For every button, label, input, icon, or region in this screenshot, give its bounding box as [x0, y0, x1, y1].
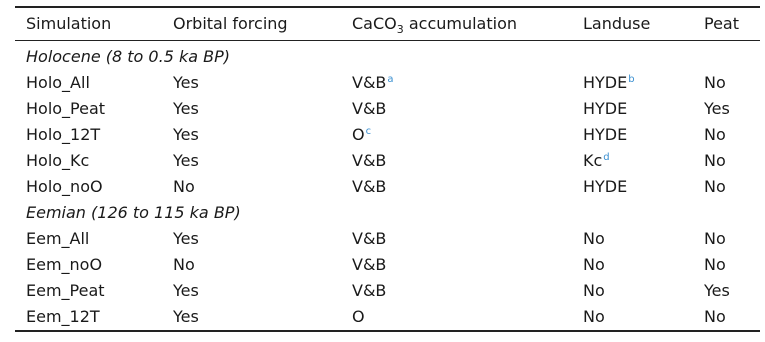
cell-caco3-accumulation [352, 148, 386, 174]
table-row [15, 252, 760, 278]
table-body [15, 44, 760, 330]
cell-simulation [26, 122, 100, 148]
cell-caco3-accumulation [352, 278, 386, 304]
cell-landuse-text: HYDE [583, 125, 628, 144]
cell-orbital-forcing-text: Yes [173, 151, 199, 170]
cell-landuse-text: HYDE [583, 177, 628, 196]
section-header-row [15, 44, 760, 70]
cell-orbital-forcing-text: No [173, 255, 195, 274]
cell-orbital-forcing-text: No [173, 177, 195, 196]
header-landuse: Landuse [583, 14, 651, 33]
table-row [15, 148, 760, 174]
cell-landuse-text: No [583, 307, 605, 326]
cell-caco3-accumulation [352, 122, 371, 148]
cell-orbital-forcing [173, 226, 199, 252]
cell-simulation [26, 226, 89, 252]
cell-peat-text: Yes [704, 281, 730, 300]
cell-landuse-text: HYDE [583, 73, 628, 92]
cell-simulation [26, 70, 90, 96]
cell-orbital-forcing-text: Yes [173, 99, 199, 118]
cell-landuse-text: No [583, 229, 605, 248]
cell-caco3-accumulation [352, 304, 365, 330]
table-row [15, 278, 760, 304]
cell-landuse [583, 174, 627, 200]
cell-simulation-text: Eem_12T [26, 307, 100, 326]
cell-orbital-forcing [173, 148, 199, 174]
table-bottom-rule [15, 330, 760, 332]
footnote-marker: c [365, 125, 372, 137]
cell-peat-text: No [704, 307, 726, 326]
cell-landuse-text: Kc [583, 151, 603, 170]
cell-caco3-accumulation-text: V&B [352, 73, 387, 92]
cell-peat [704, 174, 726, 200]
cell-landuse-text: No [583, 281, 605, 300]
cell-simulation-text: Holo_12T [26, 125, 101, 144]
header-caco3-suffix: accumulation [403, 14, 517, 33]
cell-caco3-accumulation-text: V&B [352, 281, 387, 300]
cell-peat [704, 278, 730, 304]
header-peat: Peat [704, 14, 739, 33]
section-title: Eemian (126 to 115 ka BP) [26, 203, 241, 222]
cell-landuse [583, 70, 635, 96]
cell-peat [704, 304, 726, 330]
cell-caco3-accumulation-text: V&B [352, 151, 387, 170]
cell-peat [704, 252, 726, 278]
section-header-row [15, 200, 760, 226]
cell-caco3-accumulation [352, 226, 386, 252]
cell-peat [704, 122, 726, 148]
cell-simulation-text: Holo_All [26, 73, 90, 92]
cell-simulation-text: Eem_noO [26, 255, 103, 274]
cell-simulation-text: Eem_All [26, 229, 90, 248]
cell-caco3-accumulation-text: V&B [352, 255, 387, 274]
header-caco3-subscript: 3 [396, 23, 404, 37]
footnote-marker: b [628, 73, 635, 85]
cell-caco3-accumulation [352, 70, 394, 96]
cell-landuse [583, 122, 627, 148]
header-simulation: Simulation [26, 14, 112, 33]
cell-orbital-forcing-text: Yes [173, 229, 199, 248]
table-header-row [15, 8, 760, 40]
cell-simulation-text: Holo_noO [26, 177, 103, 196]
cell-caco3-accumulation [352, 252, 386, 278]
cell-caco3-accumulation [352, 96, 386, 122]
cell-peat-text: No [704, 73, 726, 92]
cell-peat [704, 226, 726, 252]
cell-orbital-forcing [173, 278, 199, 304]
header-caco3-prefix: CaCO [352, 14, 397, 33]
footnote-marker: a [387, 73, 394, 85]
cell-landuse [583, 252, 605, 278]
cell-landuse [583, 304, 605, 330]
cell-peat [704, 70, 726, 96]
cell-peat [704, 96, 730, 122]
cell-peat-text: No [704, 177, 726, 196]
cell-caco3-accumulation-text: V&B [352, 229, 387, 248]
footnote-marker: d [603, 151, 610, 163]
cell-simulation-text: Eem_Peat [26, 281, 105, 300]
cell-peat-text: No [704, 255, 726, 274]
cell-caco3-accumulation-text: O [352, 307, 365, 326]
cell-landuse [583, 278, 605, 304]
cell-landuse [583, 96, 627, 122]
cell-peat-text: No [704, 125, 726, 144]
table-row [15, 96, 760, 122]
cell-simulation [26, 278, 105, 304]
table-row [15, 70, 760, 96]
cell-orbital-forcing [173, 174, 195, 200]
cell-simulation [26, 252, 102, 278]
table-row [15, 226, 760, 252]
header-orbital-forcing: Orbital forcing [173, 14, 288, 33]
cell-caco3-accumulation-text: V&B [352, 177, 387, 196]
cell-orbital-forcing [173, 252, 195, 278]
cell-peat-text: No [704, 229, 726, 248]
cell-orbital-forcing-text: Yes [173, 73, 199, 92]
cell-caco3-accumulation-text: V&B [352, 99, 387, 118]
table-row [15, 122, 760, 148]
simulation-table [15, 3, 760, 332]
cell-orbital-forcing [173, 96, 199, 122]
cell-orbital-forcing [173, 304, 199, 330]
cell-orbital-forcing [173, 70, 199, 96]
cell-orbital-forcing-text: Yes [173, 125, 199, 144]
cell-landuse-text: HYDE [583, 99, 628, 118]
cell-landuse [583, 226, 605, 252]
cell-peat-text: No [704, 151, 726, 170]
cell-orbital-forcing-text: Yes [173, 307, 199, 326]
header-caco3-accumulation [352, 8, 517, 40]
cell-peat-text: Yes [704, 99, 730, 118]
cell-simulation [26, 304, 100, 330]
section-title: Holocene (8 to 0.5 ka BP) [26, 47, 230, 66]
cell-orbital-forcing-text: Yes [173, 281, 199, 300]
table-row [15, 174, 760, 200]
cell-landuse [583, 148, 610, 174]
cell-simulation-text: Holo_Kc [26, 151, 90, 170]
cell-simulation [26, 96, 105, 122]
table-row [15, 304, 760, 330]
cell-caco3-accumulation-text: O [352, 125, 365, 144]
cell-landuse-text: No [583, 255, 605, 274]
cell-simulation [26, 174, 103, 200]
cell-peat [704, 148, 726, 174]
cell-simulation [26, 148, 89, 174]
cell-orbital-forcing [173, 122, 199, 148]
cell-caco3-accumulation [352, 174, 386, 200]
cell-simulation-text: Holo_Peat [26, 99, 106, 118]
